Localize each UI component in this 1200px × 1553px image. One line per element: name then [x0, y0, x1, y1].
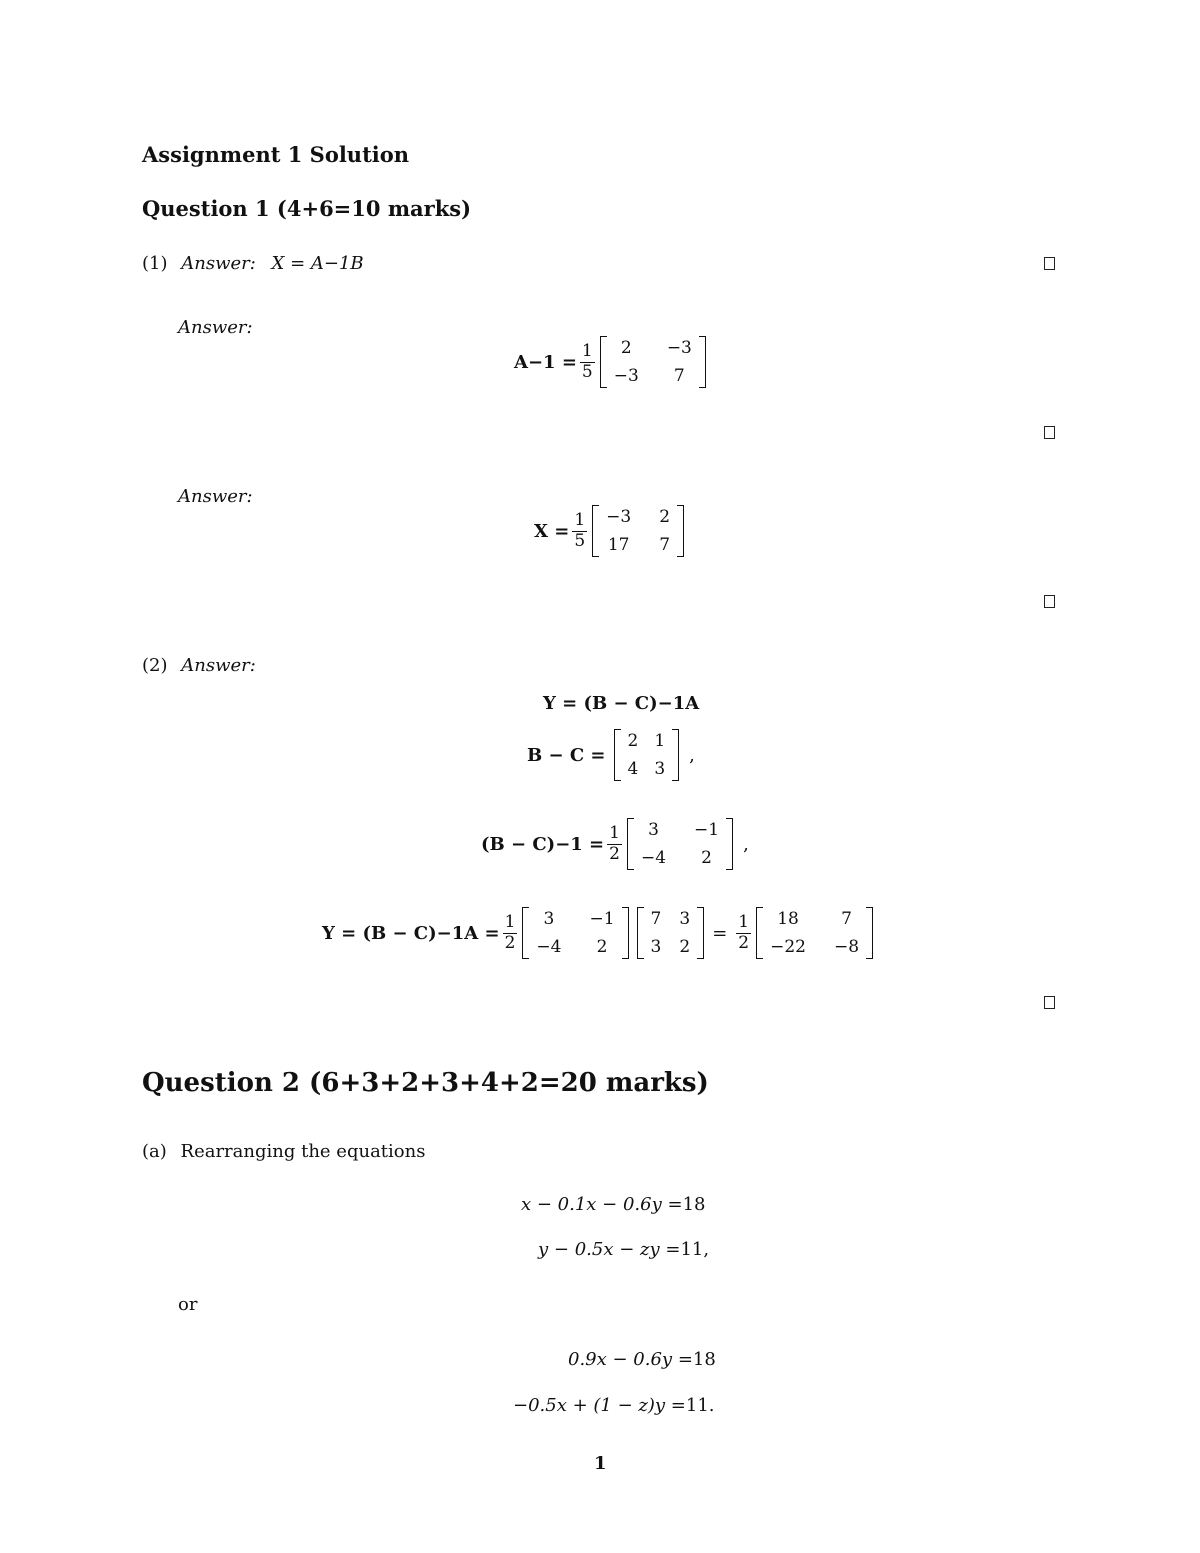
comma: ,	[689, 744, 695, 766]
equation-row	[538, 1239, 709, 1260]
matrix-cell: −3	[606, 507, 632, 527]
equation-lhs: A−1 =	[514, 351, 577, 373]
part-1-line	[142, 253, 364, 274]
matrix-cell: 3	[648, 820, 659, 840]
b-minus-c-inverse-equation	[481, 818, 749, 870]
matrix-cell: 7	[673, 366, 685, 386]
matrix-cell: 17	[607, 535, 630, 555]
y-final-equation	[322, 907, 875, 959]
matrix	[600, 336, 706, 388]
part-1-expression: X = A−1B	[271, 253, 364, 274]
equation-row	[521, 1194, 705, 1215]
qed-box-icon	[1044, 595, 1055, 608]
b-minus-c-equation	[527, 729, 695, 781]
equation-lhs: x − 0.1x − 0.6y =	[521, 1194, 683, 1215]
matrix	[637, 907, 705, 959]
answer-label: Answer:	[178, 317, 253, 338]
matrix-cell: 3	[679, 909, 691, 929]
matrix-cell: 2	[701, 848, 712, 868]
matrix	[614, 729, 680, 781]
answer-label: Answer:	[181, 655, 256, 676]
fraction: $\frac{1}{5}$	[581, 340, 593, 382]
matrix-cell: 3	[654, 759, 666, 779]
fraction: $\frac{1}{2}$	[504, 911, 516, 953]
matrix	[592, 505, 684, 557]
answer-label: Answer:	[181, 253, 256, 274]
matrix-cell: 2	[596, 937, 608, 957]
qed-box-icon	[1044, 257, 1055, 270]
matrix-cell: 7	[650, 909, 662, 929]
matrix	[522, 907, 628, 959]
matrix-cell: 2	[679, 937, 691, 957]
matrix-cell: 18	[777, 909, 799, 929]
equation-rhs: 11.	[685, 1395, 715, 1416]
matrix-cell: −3	[613, 366, 639, 386]
equation-rhs: 18	[682, 1194, 706, 1215]
part-1-label: (1)	[142, 253, 168, 274]
equation-rhs: 11,	[680, 1239, 710, 1260]
matrix-cell: −1	[694, 820, 720, 840]
y-definition: Y = (B − C)−1A	[543, 693, 700, 714]
matrix-cell: 2	[620, 338, 632, 358]
page-number: 1	[594, 1453, 607, 1474]
matrix-cell: 3	[543, 909, 555, 929]
qed-box-icon	[1044, 426, 1055, 439]
matrix-cell: 4	[627, 759, 639, 779]
or-text: or	[178, 1294, 198, 1315]
document-title: Assignment 1 Solution	[142, 142, 410, 167]
equation-row	[513, 1395, 715, 1416]
matrix	[756, 907, 873, 959]
part-2-label: (2)	[142, 655, 168, 676]
question-1-heading: Question 1 (4+6=10 marks)	[142, 196, 472, 221]
equation-lhs: X =	[534, 520, 570, 542]
matrix-cell: 3	[650, 937, 662, 957]
fraction: $\frac{1}{2}$	[609, 822, 620, 864]
equation-lhs: Y = (B − C)−1A =	[322, 922, 500, 944]
answer-label: Answer:	[178, 486, 253, 507]
equation-lhs: (B − C)−1 =	[481, 833, 605, 855]
fraction: $\frac{1}{2}$	[738, 911, 750, 953]
matrix-cell: 1	[654, 731, 666, 751]
matrix-cell: 2	[659, 507, 671, 527]
qed-box-icon	[1044, 996, 1055, 1009]
a-inverse-equation	[514, 336, 708, 388]
matrix-cell: −4	[536, 937, 562, 957]
equation-lhs: B − C =	[527, 744, 606, 766]
matrix-cell: −3	[666, 338, 692, 358]
fraction: $\frac{1}{5}$	[574, 509, 586, 551]
comma: ,	[743, 833, 749, 855]
matrix-cell: −22	[770, 937, 806, 957]
question-2-heading: Question 2 (6+3+2+3+4+2=20 marks)	[142, 1068, 709, 1098]
part-a-text: Rearranging the equations	[180, 1141, 426, 1162]
equation-row	[568, 1349, 716, 1370]
equation-rhs: 18	[692, 1349, 716, 1370]
matrix-cell: −1	[589, 909, 615, 929]
matrix-cell: 7	[841, 909, 852, 929]
matrix-cell: −8	[834, 937, 860, 957]
matrix	[627, 818, 733, 870]
part-a-line	[142, 1141, 425, 1162]
equation-lhs: −0.5x + (1 − z)y =	[513, 1395, 686, 1416]
part-2-line	[142, 655, 256, 676]
matrix-cell: 2	[627, 731, 639, 751]
x-equation	[534, 505, 686, 557]
matrix-cell: −4	[640, 848, 667, 868]
equals-sign: =	[712, 922, 728, 944]
equation-lhs: 0.9x − 0.6y =	[568, 1349, 693, 1370]
matrix-cell: 7	[659, 535, 671, 555]
equation-lhs: y − 0.5x − zy =	[538, 1239, 681, 1260]
part-a-label: (a)	[142, 1141, 167, 1162]
